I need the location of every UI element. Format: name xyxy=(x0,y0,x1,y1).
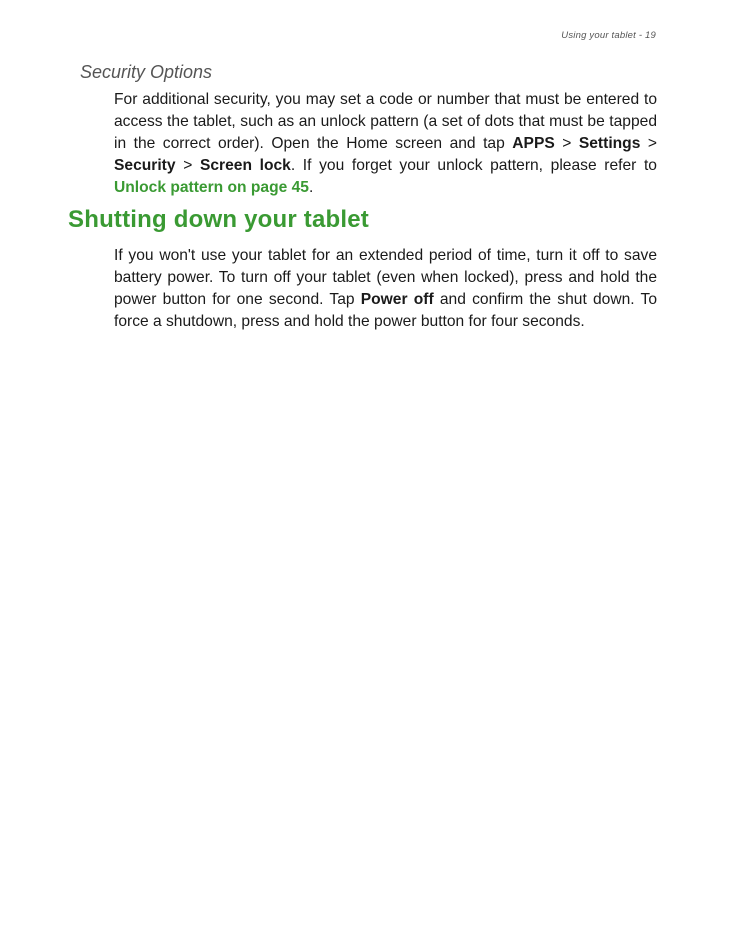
unlock-pattern-link[interactable]: Unlock pattern on page 45 xyxy=(114,179,309,196)
security-text-3: . xyxy=(308,179,314,196)
shutdown-text-1: If you won't use your tablet for an extended period of time, turn it off to save battery power. To turn off your tablet (even when locked), press and hold the power button for one second. Tap xyxy=(114,247,657,308)
shutdown-paragraph xyxy=(114,245,657,333)
settings-label: Settings xyxy=(578,135,641,152)
security-text-2: . If you forget your unlock pattern, please refer to xyxy=(290,157,657,174)
apps-label: APPS xyxy=(512,135,555,152)
power-off-label: Power off xyxy=(360,291,434,308)
path-separator: > xyxy=(554,135,579,152)
security-text-1: For additional security, you may set a code or number that must be entered to access the tablet, such as an unlock pattern (a set of dots that must be tapped in the correct order). Open the Home screen and tap xyxy=(114,91,657,152)
path-separator: > xyxy=(175,157,200,174)
security-paragraph xyxy=(114,89,657,199)
screen-lock-label: Screen lock xyxy=(199,157,291,174)
running-header: Using your tablet - 19 xyxy=(561,30,656,41)
security-label: Security xyxy=(114,157,176,174)
security-options-heading: Security Options xyxy=(80,62,213,82)
path-separator: > xyxy=(640,135,657,152)
shutdown-text-2: and confirm the shut down. To force a shutdown, press and hold the power button for four seconds. xyxy=(114,291,657,330)
shutting-down-heading: Shutting down your tablet xyxy=(68,206,369,233)
